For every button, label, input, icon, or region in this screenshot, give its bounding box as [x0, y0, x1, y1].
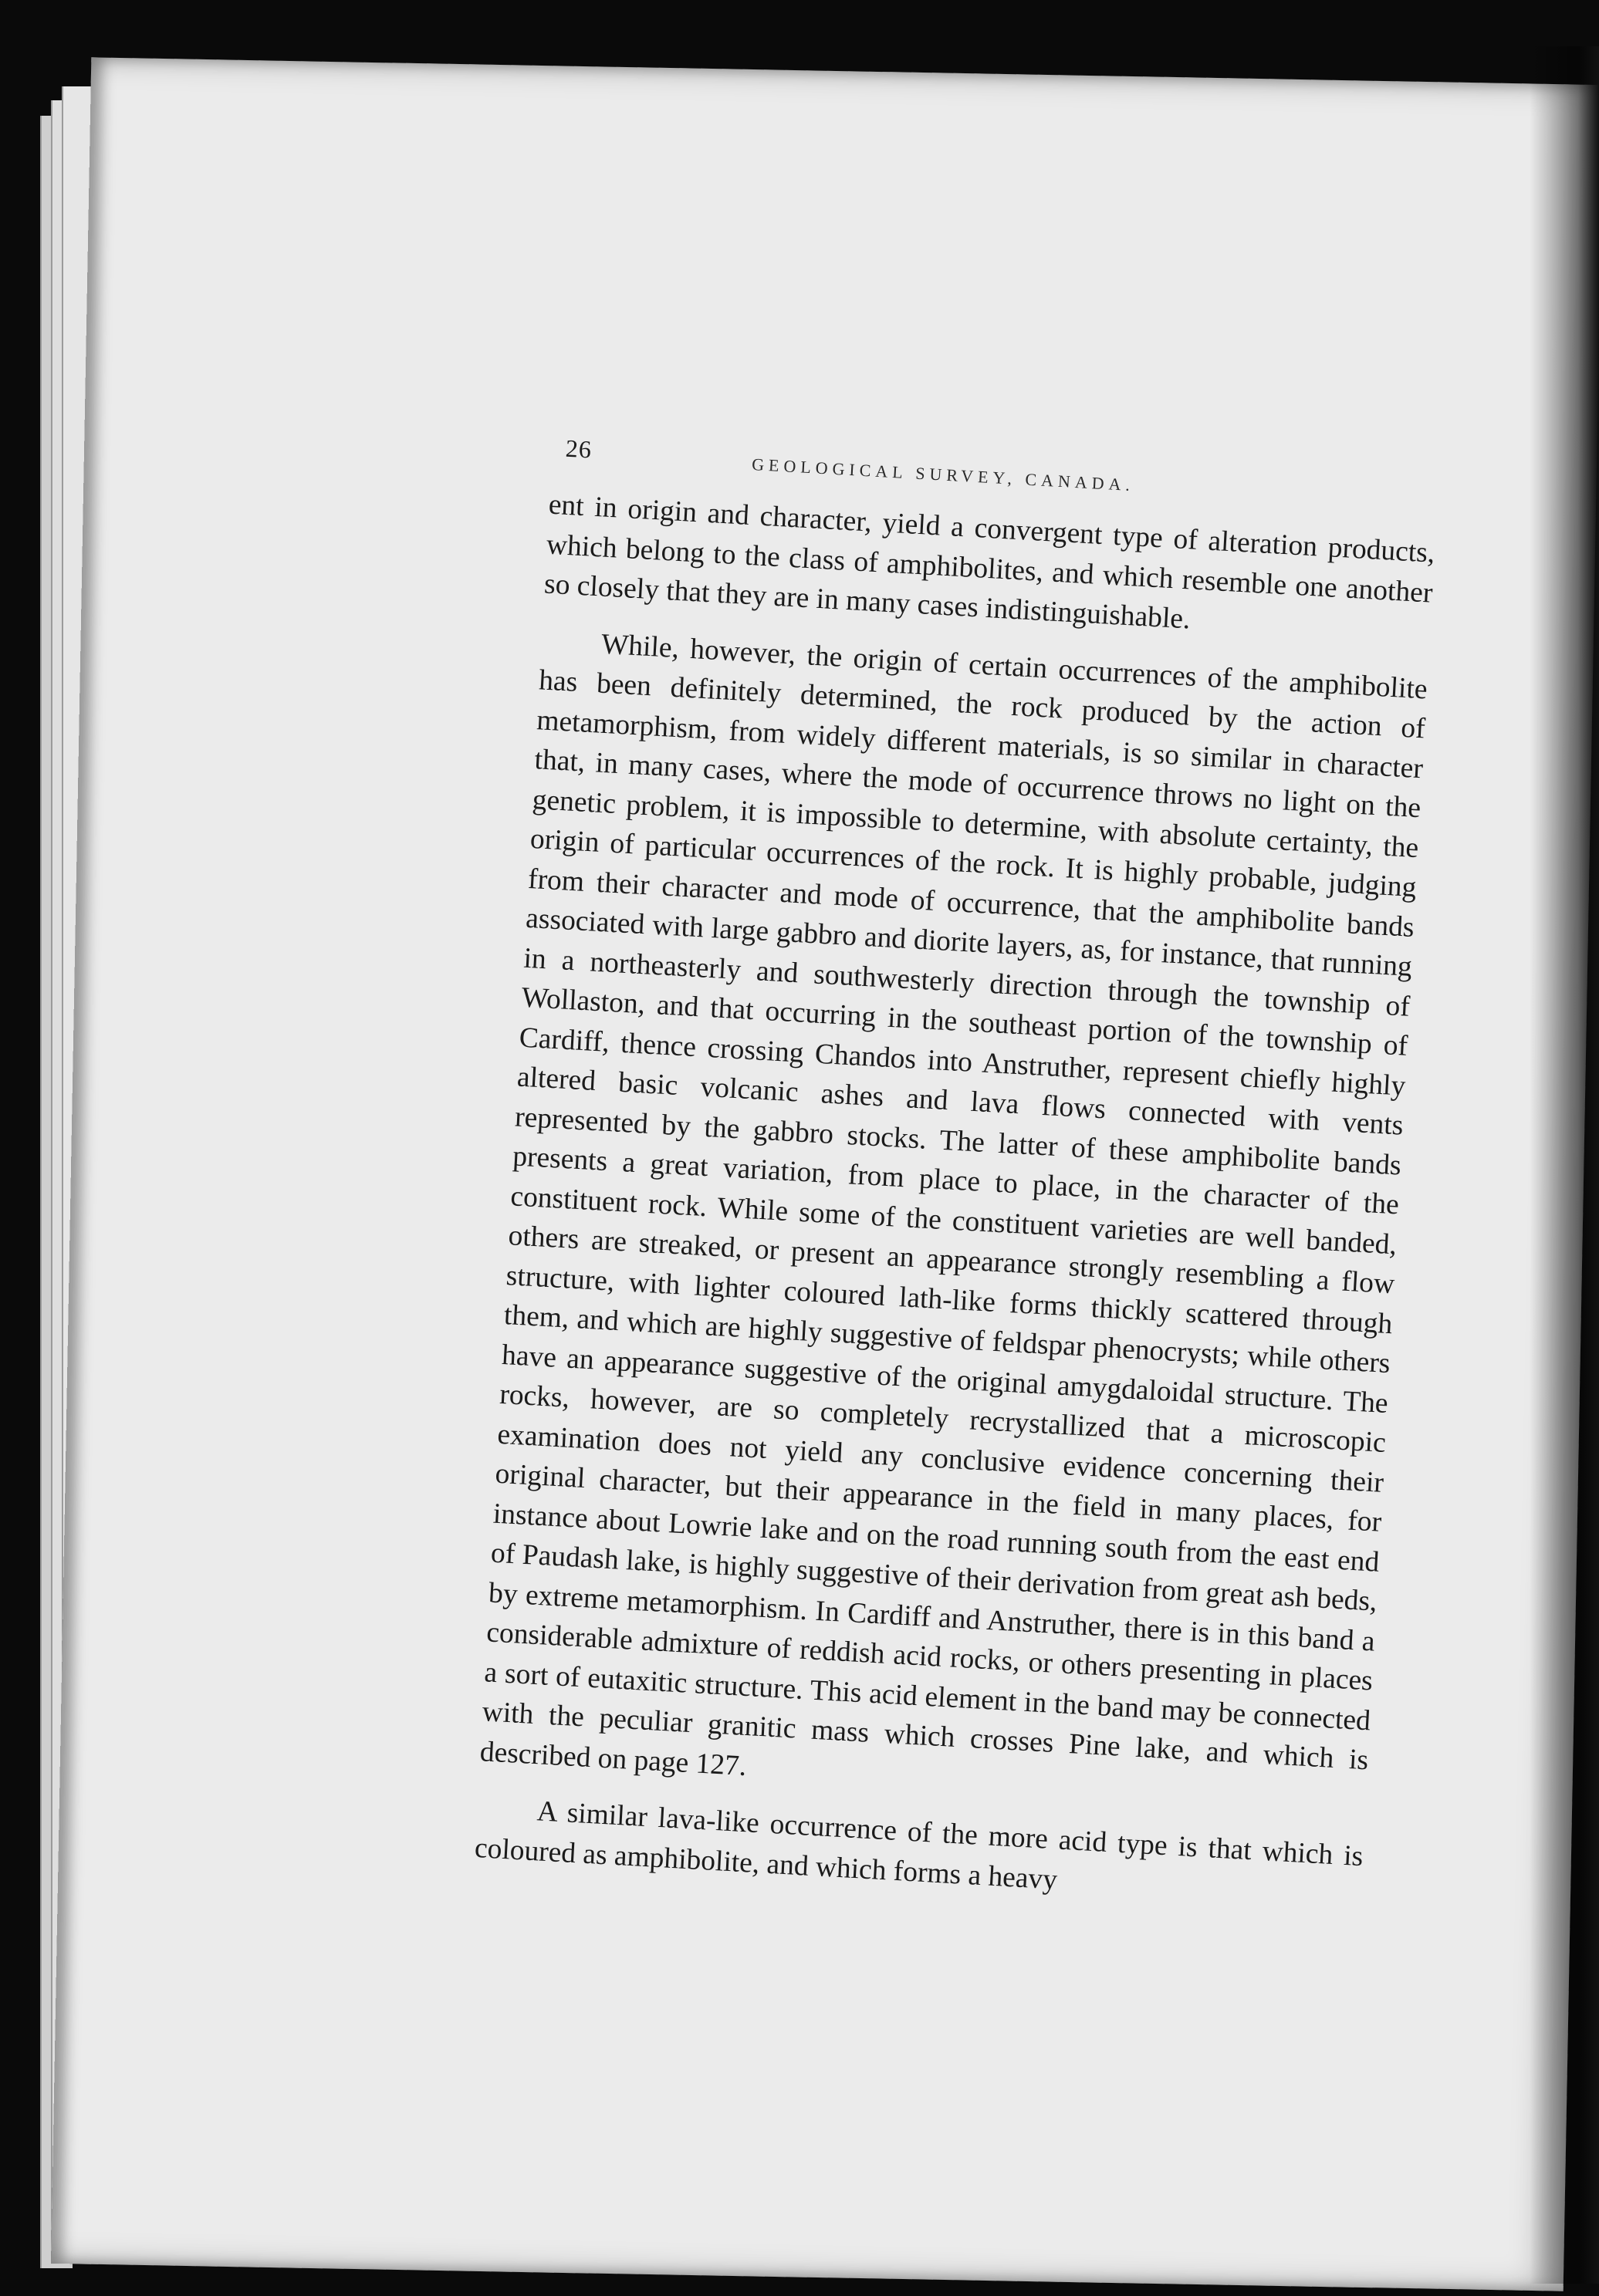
binding-shadow	[1530, 46, 1599, 2284]
paragraph: ent in origin and character, yield a convergent type of alteration products, which belong to the class of amphibolites, and which resemble one another so closely that they are in many cases indistinguishable.	[543, 488, 1436, 636]
paragraph: While, however, the origin of certain occurrences of the amphibolite has been definitely determined, the rock produced by the action of metamorphism, from widely different materials, is so similar in character that, in many cases, where the mode of occurrence throws no light on the genetic problem, it is impossible to determine, with absolute certainty, the origin of particular occurrences of the rock. It is highly probable, judging from their character and mode of occurrence, that the amphibolite bands associated with large gabbro and diorite layers, as, for instance, that running in a northeasterly and southwesterly direction through the township of Wollaston, and that occurring in the southeast portion of the township of Cardiff, thence crossing Chandos into Anstruther, represent chiefly highly altered basic volcanic ashes and lava flows connected with vents represented by the gabbro stocks. The latter of these amphibolite bands presents a great variation, from place to place, in the character of the constituent rock. While some of the constituent varieties are well banded, others are streaked, or present an appearance strongly resembling a flow structure, with lighter coloured lath-like forms thickly scattered through them, and which are highly suggestive of feldspar phenocrysts; while others have an appearance suggestive of the original amygdaloidal structure. The rocks, however, are so completely recrystallized that a microscopic examination does not yield any conclusive evidence concerning their original character, but their appearance in the field in many places, for instance about Lowrie lake and on the road running south from the east end of Paudash lake, is highly suggestive of their derivation from great ash beds, by extreme metamorphism. In Cardiff and Anstruther, there is in this band a considerable admixture of reddish acid rocks, or others presenting in places a sort of eutaxitic structure. This acid element in the band may be connected with the peculiar granitic mass which crosses Pine lake, and which is described on page 127.	[478, 628, 1428, 1782]
page-number: 26	[565, 434, 593, 464]
paragraph: A similar lava-like occurrence of the more acid type is that which is coloured as amphibolite, and which forms a heavy	[474, 1795, 1364, 1896]
running-title: GEOLOGICAL SURVEY, CANADA.	[751, 454, 1135, 495]
scanned-page	[51, 57, 1599, 2291]
page-content	[474, 359, 1442, 1896]
body-text	[473, 485, 1436, 1933]
